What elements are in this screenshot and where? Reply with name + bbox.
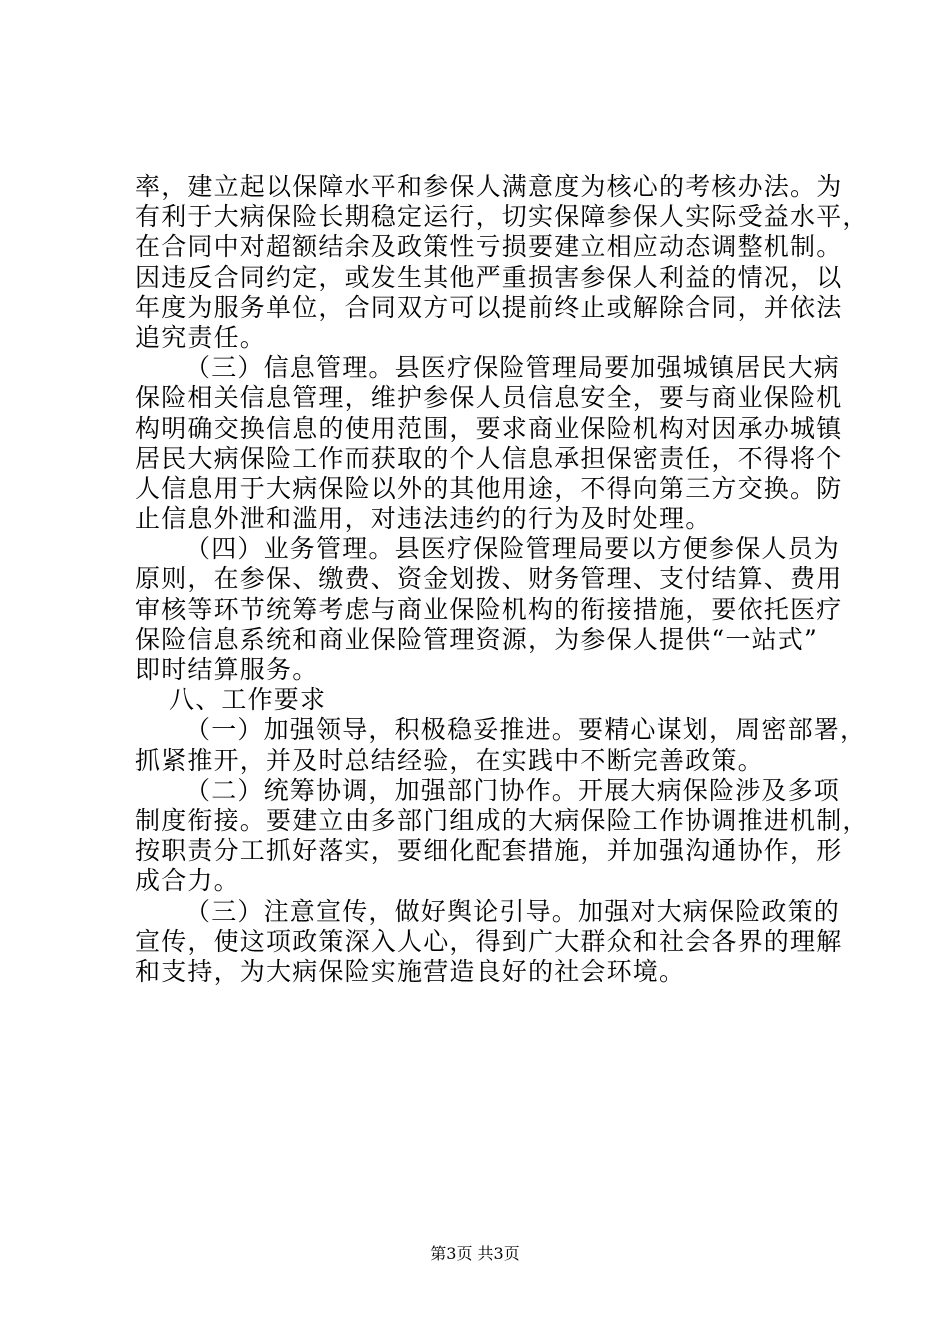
paragraph-start-business-management: （四）业务管理。县医疗保险管理局要以方便参保人员为 xyxy=(185,534,841,564)
text-line: 按职责分工抓好落实，要细化配套措施，并加强沟通协作，形 xyxy=(135,836,843,866)
text-line: 因违反合同约定，或发生其他严重损害参保人利益的情况，以 xyxy=(135,262,843,292)
text-line: 年度为服务单位，合同双方可以提前终止或解除合同，并依法 xyxy=(135,292,843,322)
section-heading-work-requirements: 八、工作要求 xyxy=(169,685,327,715)
paragraph-start-coordination: （二）统筹协调，加强部门协作。开展大病保险涉及多项 xyxy=(185,775,841,805)
text-line: 追究责任。 xyxy=(135,322,267,352)
text-line: 保险相关信息管理，维护参保人员信息安全，要与商业保险机 xyxy=(135,383,843,413)
text-line: 即时结算服务。 xyxy=(135,655,319,684)
paragraph-start-leadership: （一）加强领导，积极稳妥推进。要精心谋划，周密部署， xyxy=(185,715,867,745)
text-line: 制度衔接。要建立由多部门组成的大病保险工作协调推进机制， xyxy=(135,805,869,835)
text-line: 宣传，使这项政策深入人心，得到广大群众和社会各界的理解 xyxy=(135,926,843,956)
text-line: 和支持，为大病保险实施营造良好的社会环境。 xyxy=(135,956,686,986)
text-line: 抓紧推开，并及时总结经验，在实践中不断完善政策。 xyxy=(135,745,764,775)
page-footer xyxy=(0,1244,950,1264)
text-line: 原则，在参保、缴费、资金划拨、财务管理、支付结算、费用 xyxy=(135,564,843,594)
text-line: 居民大病保险工作而获取的个人信息承担保密责任，不得将个 xyxy=(135,443,843,473)
text-line: 人信息用于大病保险以外的其他用途，不得向第三方交换。防 xyxy=(135,473,843,503)
text-line: 率，建立起以保障水平和参保人满意度为核心的考核办法。为 xyxy=(135,172,843,201)
paragraph-start-publicity: （三）注意宣传，做好舆论引导。加强对大病保险政策的 xyxy=(185,896,841,926)
paragraph-start-info-management: （三）信息管理。县医疗保险管理局要加强城镇居民大病 xyxy=(185,353,841,383)
text-line: 构明确交换信息的使用范围，要求商业保险机构对因承办城镇 xyxy=(135,413,843,443)
page-indicator: 第3页 共3页 xyxy=(430,1244,520,1263)
document-body xyxy=(135,172,869,987)
text-line: 止信息外泄和滥用，对违法违约的行为及时处理。 xyxy=(135,504,712,534)
text-line: 保险信息系统和商业保险管理资源，为参保人提供“一站式” xyxy=(135,624,818,654)
text-line: 在合同中对超额结余及政策性亏损要建立相应动态调整机制。 xyxy=(135,232,843,262)
text-line: 审核等环节统筹考虑与商业保险机构的衔接措施，要依托医疗 xyxy=(135,594,843,624)
text-line: 有利于大病保险长期稳定运行，切实保障参保人实际受益水平， xyxy=(135,202,869,232)
text-line: 成合力。 xyxy=(135,866,240,896)
